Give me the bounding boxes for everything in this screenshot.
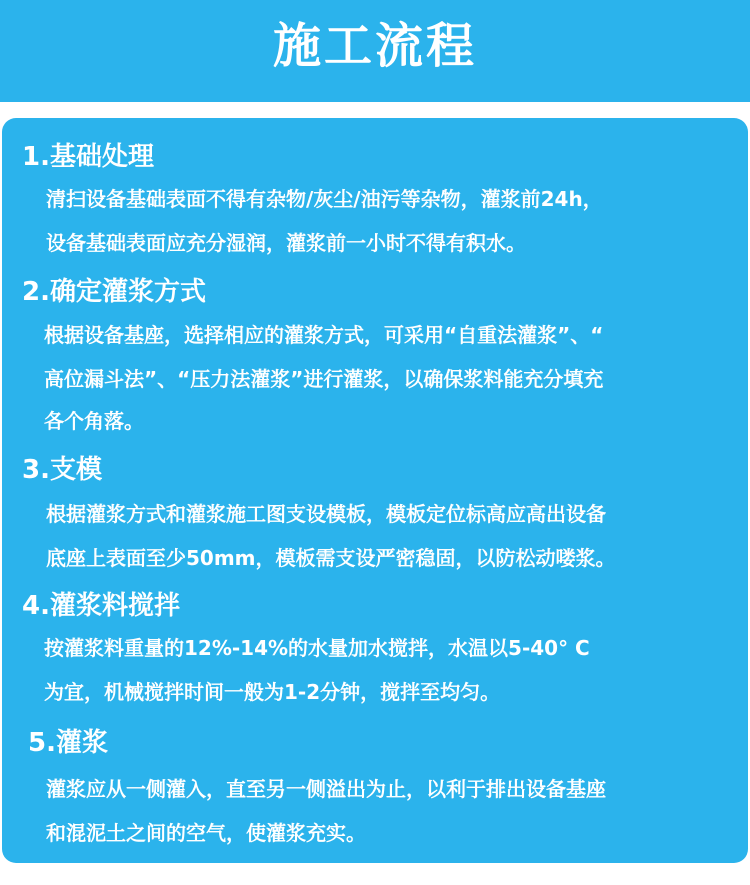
step-5-line-2: 和混泥土之间的空气，使灌浆充实。 — [46, 821, 366, 845]
step-1-line-1: 清扫设备基础表面不得有杂物/灰尘/油污等杂物，灌浆前24h， — [46, 187, 603, 211]
step-title-3: 3.支模 — [22, 455, 102, 485]
page-title: 施工流程 — [272, 18, 477, 74]
step-body-4 — [44, 633, 734, 713]
step-body-3 — [46, 499, 736, 579]
header-banner — [0, 0, 750, 102]
step-4-line-2: 为宜，机械搅拌时间一般为1-2分钟，搅拌至均匀。 — [44, 680, 501, 704]
step-body-5 — [46, 774, 736, 854]
step-2-line-2: 高位漏斗法”、“压力法灌浆”进行灌浆，以确保浆料能充分填充 — [44, 367, 604, 391]
step-title-1: 1.基础处理 — [22, 142, 154, 172]
step-body-2 — [44, 320, 744, 440]
step-3-line-1: 根据灌浆方式和灌浆施工图支设模板，模板定位标高应高出设备 — [46, 502, 606, 526]
step-title-2: 2.确定灌浆方式 — [22, 277, 206, 307]
step-title-4: 4.灌浆料搅拌 — [22, 591, 180, 621]
step-4-line-1: 按灌浆料重量的12%-14%的水量加水搅拌，水温以5-40° C — [44, 636, 590, 660]
step-3-line-2: 底座上表面至少50mm，模板需支设严密稳固，以防松动喽浆。 — [46, 546, 616, 570]
step-body-1 — [46, 184, 726, 264]
content-panel — [2, 118, 748, 863]
step-1-line-2: 设备基础表面应充分湿润，灌浆前一小时不得有积水。 — [46, 231, 526, 255]
step-2-line-1: 根据设备基座，选择相应的灌浆方式，可采用“自重法灌浆”、“ — [44, 323, 604, 347]
step-title-5: 5.灌浆 — [28, 728, 108, 758]
step-2-line-3: 各个角落。 — [44, 409, 144, 433]
step-5-line-1: 灌浆应从一侧灌入，直至另一侧溢出为止，以利于排出设备基座 — [46, 777, 606, 801]
